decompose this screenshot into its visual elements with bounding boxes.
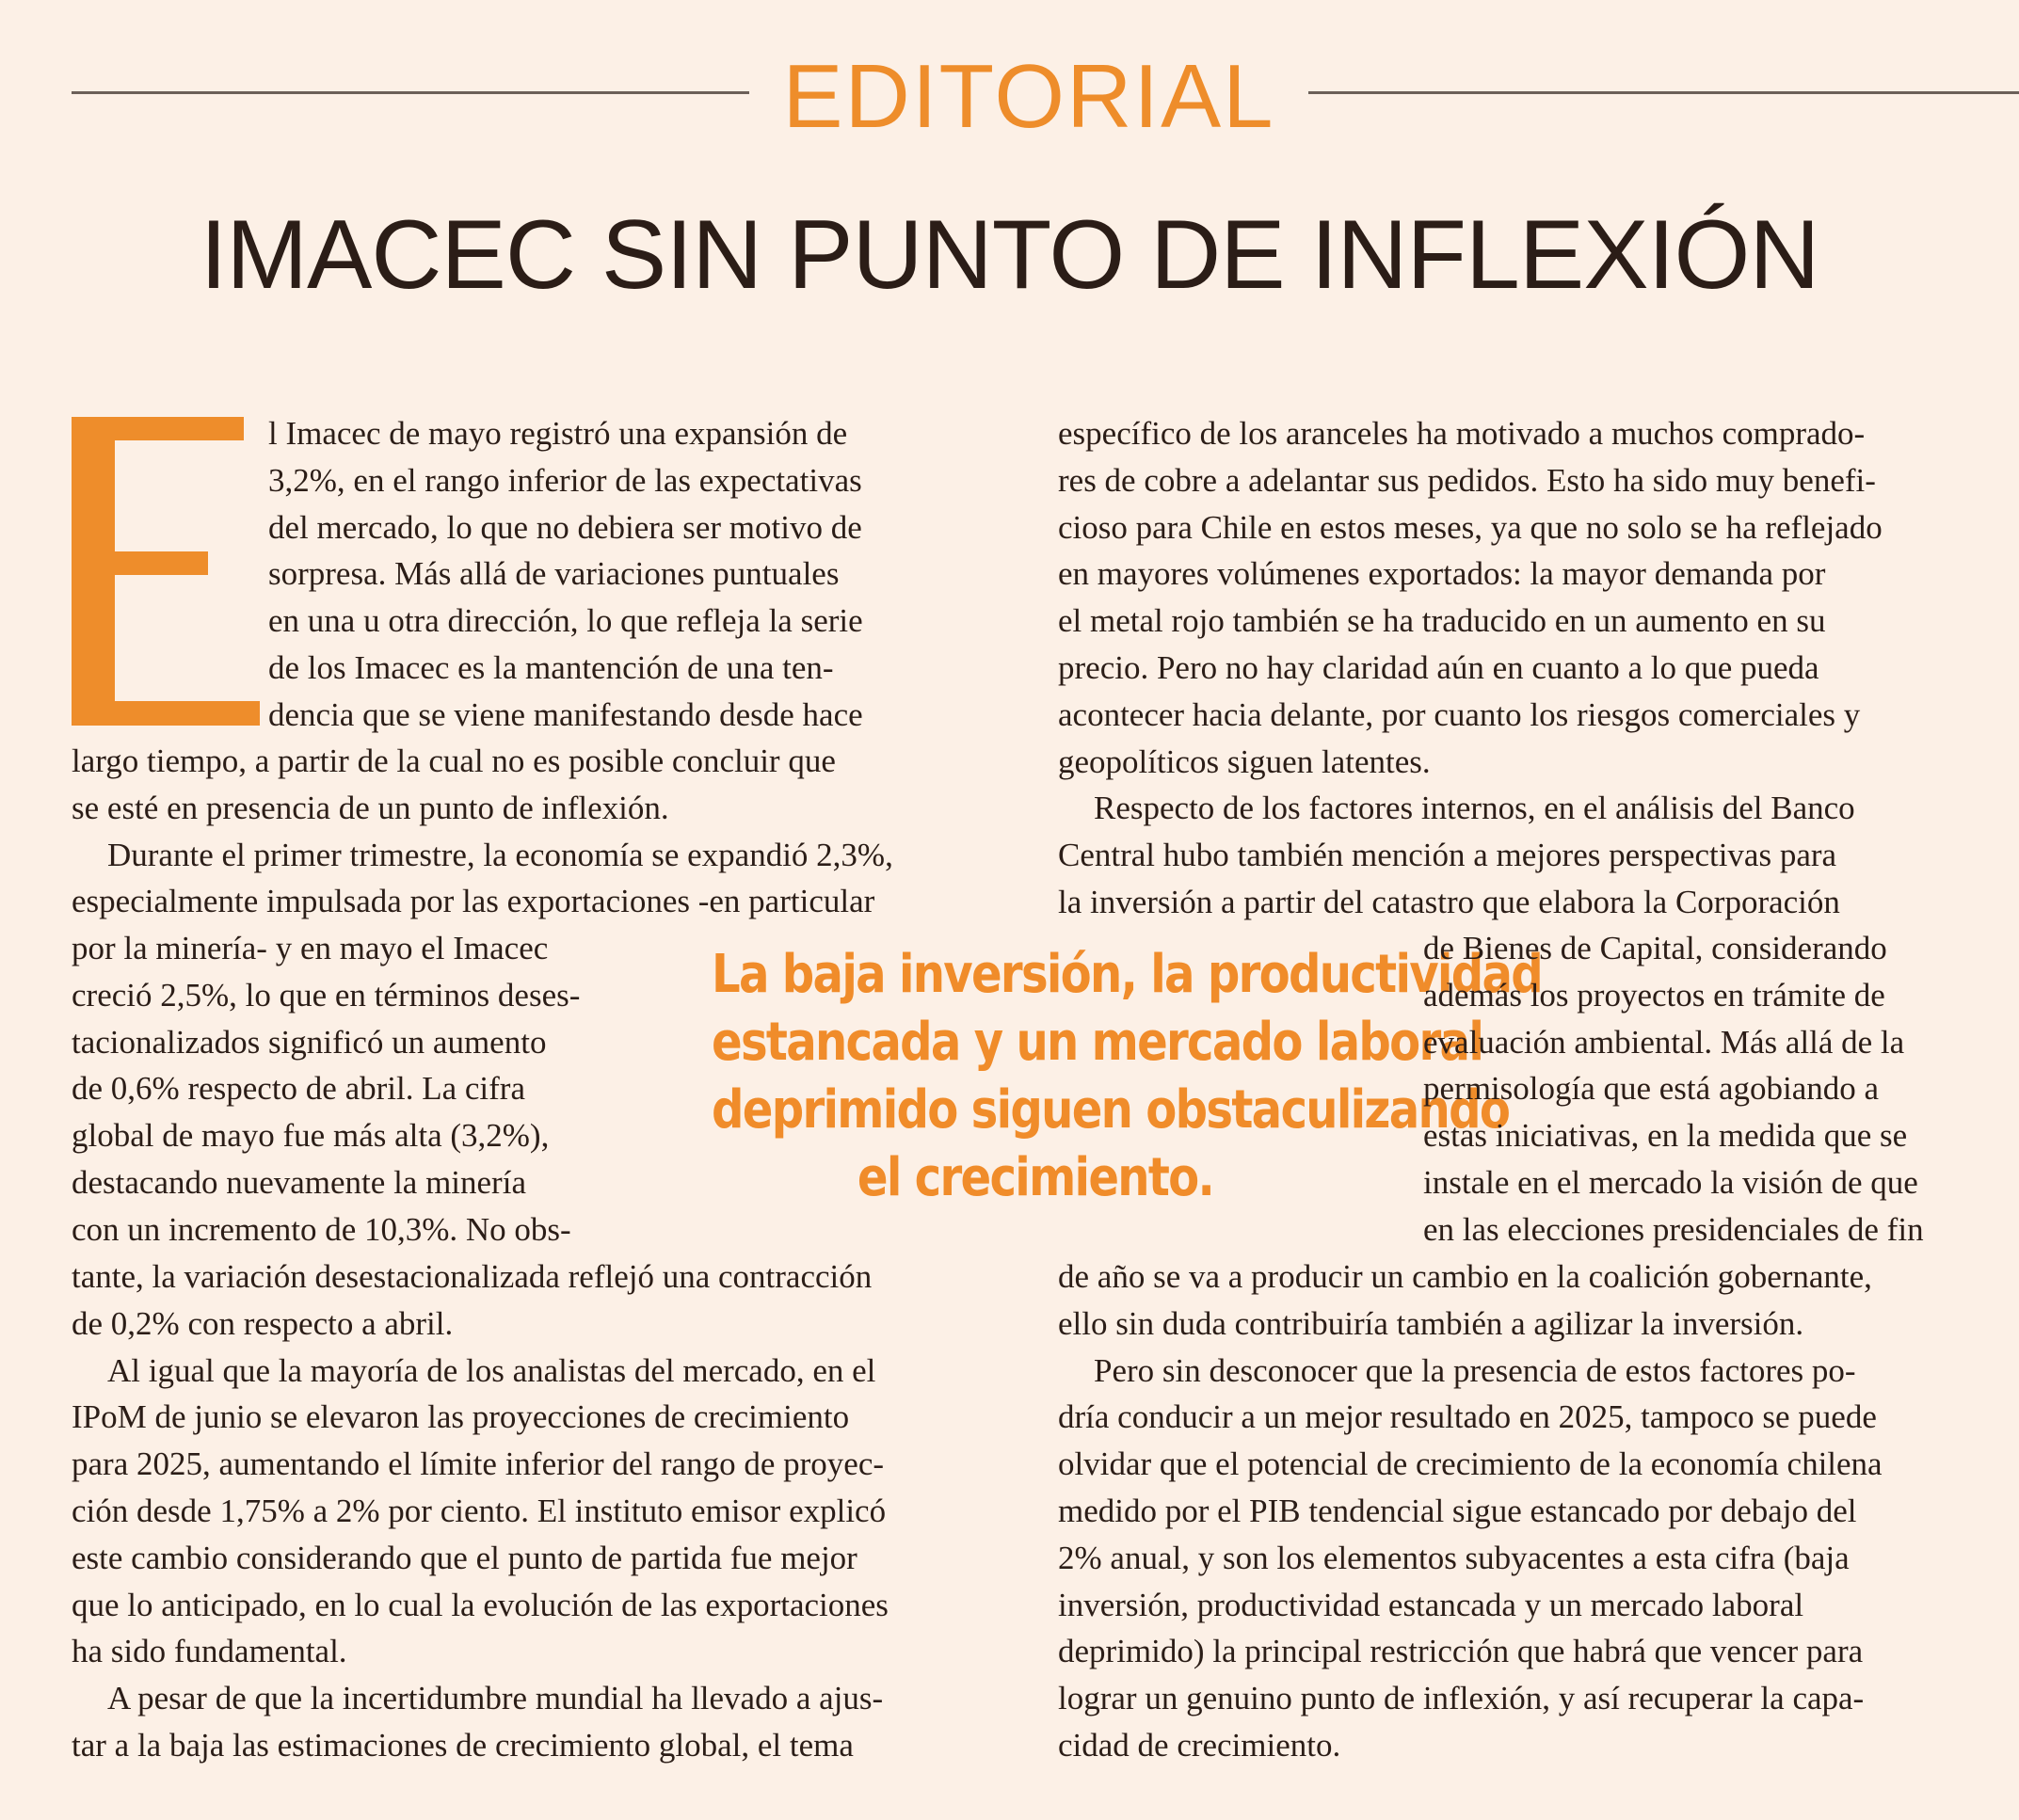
text-line: l Imacec de mayo registró una expansión de [268, 415, 848, 452]
left-column-part-a [72, 738, 1007, 925]
text-line: de 0,6% respecto de abril. La cifra [72, 1070, 525, 1108]
pull-quote-line: estancada y un mercado laboral [712, 1012, 1483, 1073]
text-line: se esté en presencia de un punto de inflexión. [72, 789, 669, 826]
text-line: el metal rojo también se ha traducido en un aumento en su [1058, 602, 1826, 640]
text-line: olvidar que el potencial de crecimiento de la economía chilena [1058, 1445, 1883, 1483]
left-text-b [72, 1253, 1007, 1769]
text-line: en mayores volúmenes exportados: la mayor demanda por [1058, 555, 1826, 593]
text-line: tar a la baja las estimaciones de crecimiento global, el tema [72, 1726, 854, 1764]
text-line: Central hubo también mención a mejores perspectivas para [1058, 837, 1837, 874]
text-line: por la minería- y en mayo el Imacec [72, 930, 549, 966]
text-line: en una u otra dirección, lo que refleja la serie [268, 602, 863, 640]
pull-quote [712, 941, 1542, 1212]
text-line: específico de los aranceles ha motivado a muchos comprado- [1058, 415, 1866, 452]
text-line: destacando nuevamente la minería [72, 1163, 526, 1201]
right-text-a [1058, 410, 1999, 926]
left-intro-text [268, 410, 1007, 739]
text-line: este cambio considerando que el punto de partida fue mejor [72, 1539, 857, 1576]
text-line: inversión, productividad estancada y un mercado laboral [1058, 1586, 1804, 1623]
text-line: global de mayo fue más alta (3,2%), [72, 1117, 550, 1155]
text-line: IPoM de junio se elevaron las proyecciones de crecimiento [72, 1398, 850, 1436]
text-line: con un incremento de 10,3%. No obs- [72, 1210, 571, 1248]
text-line: la inversión a partir del catastro que elabora la Corporación [1058, 883, 1840, 920]
text-line: largo tiempo, a partir de la cual no es posible concluir que [72, 742, 836, 779]
text-line: res de cobre a adelantar sus pedidos. Esto ha sido muy benefi- [1058, 461, 1876, 499]
left-text-a [72, 738, 1007, 925]
left-column-narrow [72, 925, 636, 1253]
text-line: del mercado, lo que no debiera ser motivo de [268, 508, 862, 546]
text-line: Al igual que la mayoría de los analistas del mercado, en el [107, 1351, 876, 1389]
text-line: medido por el PIB tendencial sigue estancado por debajo del [1058, 1492, 1857, 1529]
text-line: 3,2%, en el rango inferior de las expectativas [268, 461, 862, 499]
right-text-narrow [1423, 925, 1999, 1253]
text-line: especialmente impulsada por las exportaciones -en particular [72, 883, 875, 920]
text-line: A pesar de que la incertidumbre mundial ha llevado a ajus- [107, 1680, 884, 1717]
right-text-b [1058, 1253, 1999, 1769]
text-line: ello sin duda contribuiría también a agilizar la inversión. [1058, 1304, 1804, 1342]
right-column-part-b [1058, 1253, 1999, 1769]
text-line: de Bienes de Capital, considerando [1423, 930, 1887, 966]
section-rule-left [72, 91, 749, 94]
text-line: de los Imacec es la mantención de una ten- [268, 648, 834, 686]
text-line: lograr un genuino punto de inflexión, y así recuperar la capa- [1058, 1680, 1865, 1717]
text-line: Pero sin desconocer que la presencia de estos factores po- [1094, 1351, 1856, 1389]
text-line: dencia que se viene manifestando desde hace [268, 695, 863, 733]
left-column-part-b [72, 1253, 1007, 1769]
pull-quote-line: deprimido siguen obstaculizando [712, 1079, 1510, 1141]
text-line: Respecto de los factores internos, en el análisis del Banco [1094, 790, 1855, 827]
text-line: cioso para Chile en estos meses, ya que no solo se ha reflejado [1058, 508, 1883, 546]
text-line: geopolíticos siguen latentes. [1058, 742, 1431, 780]
text-line: deprimido) la principal restricción que habrá que vencer para [1058, 1633, 1864, 1670]
text-line: dría conducir a un mejor resultado en 2025, tampoco se puede [1058, 1398, 1877, 1436]
text-line: creció 2,5%, lo que en términos deses- [72, 976, 581, 1014]
left-text-narrow [72, 925, 636, 1253]
section-rule-right [1308, 91, 2019, 94]
text-line: que lo anticipado, en lo cual la evolución de las exportaciones [72, 1586, 889, 1623]
drop-cap [72, 417, 260, 726]
headline: IMACEC SIN PUNTO DE INFLEXIÓN [200, 200, 1819, 310]
section-label: EDITORIAL [782, 46, 1275, 147]
pull-quote-line: el crecimiento. [857, 1147, 1214, 1208]
text-line: precio. Pero no hay claridad aún en cuanto a lo que pueda [1058, 648, 1819, 686]
text-line: evaluación ambiental. Más allá de la [1423, 1023, 1905, 1061]
text-line: tante, la variación desestacionalizada reflejó una contracción [72, 1258, 873, 1295]
text-line: sorpresa. Más allá de variaciones puntuales [268, 555, 840, 593]
right-column-narrow [1423, 925, 1999, 1253]
text-line: para 2025, aumentando el límite inferior del rango de proyec- [72, 1445, 885, 1483]
text-line: además los proyectos en trámite de [1423, 976, 1885, 1014]
text-line: tacionalizados significó un aumento [72, 1023, 547, 1061]
text-line: estas iniciativas, en la medida que se [1423, 1117, 1908, 1155]
text-line: instale en el mercado la visión de que [1423, 1163, 1918, 1201]
text-line: de 0,2% con respecto a abril. [72, 1304, 454, 1342]
text-line: cidad de crecimiento. [1058, 1726, 1341, 1764]
text-line: en las elecciones presidenciales de fin [1423, 1210, 1924, 1248]
right-column-part-a [1058, 410, 1999, 926]
text-line: permisología que está agobiando a [1423, 1070, 1880, 1108]
text-line: acontecer hacia delante, por cuanto los riesgos comerciales y [1058, 695, 1861, 733]
pull-quote-line: La baja inversión, la productividad [712, 944, 1542, 1005]
text-line: ha sido fundamental. [72, 1633, 347, 1670]
left-intro-paragraph [268, 410, 1007, 739]
text-line: ción desde 1,75% a 2% por ciento. El instituto emisor explicó [72, 1492, 887, 1529]
text-line: de año se va a producir un cambio en la coalición gobernante, [1058, 1258, 1872, 1295]
text-line: 2% anual, y son los elementos subyacentes a esta cifra (baja [1058, 1539, 1850, 1576]
text-line: Durante el primer trimestre, la economía se expandió 2,3%, [107, 836, 893, 873]
